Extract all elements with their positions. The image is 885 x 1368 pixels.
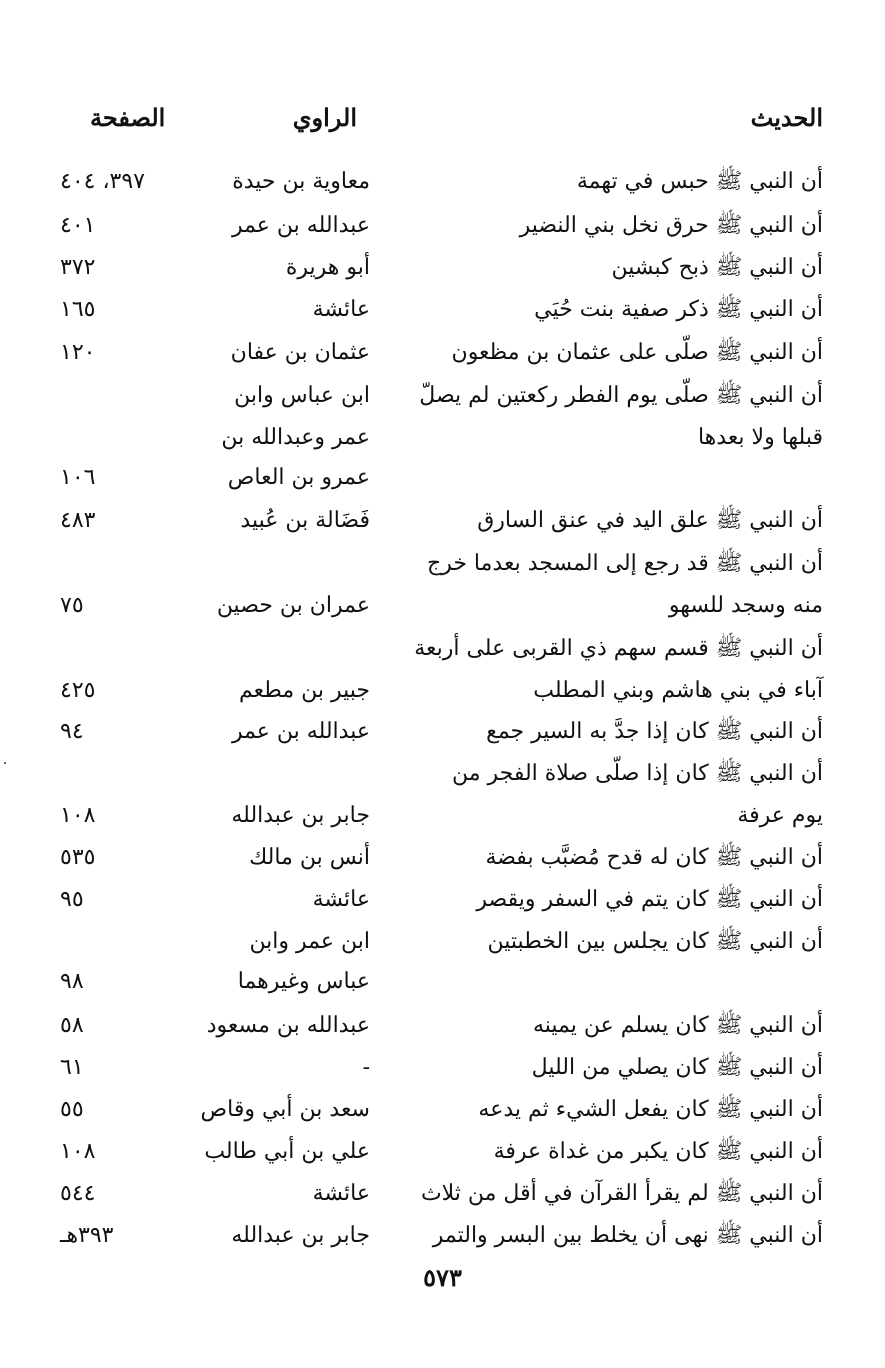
page-ref: [60, 800, 172, 832]
page-ref-value: ٤٨٣: [60, 508, 96, 533]
hadith-text: أن النبي ﷺ لم يقرأ القرآن في أقل من ثلاث: [420, 1181, 823, 1206]
scan-speck: [4, 762, 6, 764]
hadith-text: أن النبي ﷺ كان يصلي من الليل: [531, 1055, 823, 1080]
hadith-text: أن النبي ﷺ كان يتم في السفر ويقصر: [476, 887, 823, 912]
narrator-name: ابن عباس وابن: [234, 383, 370, 408]
narrator-name: عائشة: [312, 297, 370, 322]
page-ref: [60, 758, 172, 790]
hadith-text: أن النبي ﷺ كان يفعل الشيء ثم يدعه: [478, 1097, 823, 1122]
narrator-name: جبير بن مطعم: [239, 678, 370, 703]
page-ref: [60, 548, 172, 580]
narrator-name: عائشة: [312, 887, 370, 912]
narrator-name: عمر وعبدالله بن: [221, 425, 370, 450]
page-ref: [60, 1178, 172, 1210]
page-ref: [60, 1220, 172, 1252]
header-hadith: الحديث: [750, 103, 823, 132]
page-ref-value: ٥٥: [60, 1097, 84, 1122]
page-ref: [60, 294, 172, 326]
header-narrator: الراوي: [292, 103, 357, 132]
page-ref: [60, 716, 172, 748]
narrator-name: عمرو بن العاص: [227, 465, 370, 490]
hadith-text: أن النبي ﷺ نهى أن يخلط بين البسر والتمر: [432, 1223, 823, 1248]
narrator-name: سعد بن أبي وقاص: [200, 1097, 370, 1122]
narrator-name: جابر بن عبدالله: [231, 1223, 370, 1248]
hadith-text: أن النبي ﷺ قسم سهم ذي القربى على أربعة: [414, 636, 823, 661]
narrator-name: عثمان بن عفان: [230, 340, 370, 365]
page-ref: [60, 422, 172, 454]
page-ref-value: ٦١: [60, 1055, 84, 1080]
hadith-text: أن النبي ﷺ كان يسلم عن يمينه: [532, 1013, 823, 1038]
page-ref: [60, 1094, 172, 1126]
narrator-name: معاوية بن حيدة: [232, 169, 370, 194]
page-ref-value: ١٠٦: [60, 465, 96, 490]
narrator-name: عائشة: [312, 1181, 370, 1206]
page-ref-value: ٩٨: [60, 969, 84, 994]
page-ref: [60, 675, 172, 707]
page-ref-value: ١٦٥: [60, 297, 96, 322]
page-ref: [60, 926, 172, 958]
page-ref: [60, 166, 172, 198]
hadith-text: أن النبي ﷺ كان يجلس بين الخطبتين: [487, 929, 823, 954]
hadith-text: يوم عرفة: [737, 803, 823, 828]
narrator-name: عبدالله بن عمر: [231, 719, 370, 744]
page-ref: [60, 966, 172, 998]
hadith-text: آباء في بني هاشم وبني المطلب: [533, 678, 823, 703]
narrator-name: جابر بن عبدالله: [231, 803, 370, 828]
hadith-text: أن النبي ﷺ علق اليد في عنق السارق: [477, 508, 823, 533]
narrator-name: عباس وغيرهما: [237, 969, 370, 994]
hadith-text: أن النبي ﷺ كان له قدح مُضبَّب بفضة: [485, 845, 823, 870]
hadith-text: أن النبي ﷺ صلّى يوم الفطر ركعتين لم يصلّ: [419, 383, 823, 408]
page-ref-value: ٥٤٤: [60, 1181, 96, 1206]
narrator-name: علي بن أبي طالب: [204, 1139, 370, 1164]
hadith-text: أن النبي ﷺ حبس في تهمة: [576, 169, 823, 194]
page-ref-value: ٣٧٢: [60, 255, 96, 280]
narrator-name: أبو هريرة: [285, 255, 370, 280]
header-page: الصفحة: [90, 103, 166, 132]
page-ref: [60, 380, 172, 412]
narrator-name: عمران بن حصين: [216, 593, 370, 618]
hadith-text: أن النبي ﷺ ذبح كبشين: [611, 255, 823, 280]
narrator-name: -: [362, 1055, 370, 1080]
page-ref: [60, 337, 172, 369]
narrator-name: فَضَالة بن عُبيد: [240, 508, 370, 533]
page-number: ٥٧٣: [423, 1263, 462, 1292]
page-ref-value: ٤٢٥: [60, 678, 96, 703]
page-ref: [60, 590, 172, 622]
page-ref-value: ٤٠١: [60, 213, 96, 238]
page-ref-value: ٣٩٣هـ: [60, 1223, 114, 1248]
page-ref: [60, 1010, 172, 1042]
narrator-name: أنس بن مالك: [249, 845, 370, 870]
hadith-text: أن النبي ﷺ قد رجع إلى المسجد بعدما خرج: [427, 551, 823, 576]
hadith-text: أن النبي ﷺ كان يكبر من غداة عرفة: [493, 1139, 823, 1164]
page-ref: [60, 210, 172, 242]
hadith-text: أن النبي ﷺ كان إذا صلّى صلاة الفجر من: [451, 761, 823, 786]
page-ref: [60, 1052, 172, 1084]
page-ref-value: ٥٨: [60, 1013, 84, 1038]
page-ref-value: ١٠٨: [60, 1139, 96, 1164]
hadith-text: منه وسجد للسهو: [668, 593, 823, 618]
page-ref-value: ٣٩٧، ٤٠٤: [60, 169, 145, 194]
page-ref-value: ٩٤: [60, 719, 84, 744]
hadith-text: أن النبي ﷺ حرق نخل بني النضير: [519, 213, 823, 238]
hadith-text: قبلها ولا بعدها: [697, 425, 823, 450]
page-ref: [60, 842, 172, 874]
page-ref: [60, 884, 172, 916]
narrator-name: عبدالله بن عمر: [231, 213, 370, 238]
page-ref: [60, 252, 172, 284]
narrator-name: عبدالله بن مسعود: [206, 1013, 370, 1038]
page-ref-value: ٧٥: [60, 593, 84, 618]
page-ref-value: ٥٣٥: [60, 845, 96, 870]
page-ref-value: ١٠٨: [60, 803, 96, 828]
page-ref: [60, 633, 172, 665]
narrator-name: ابن عمر وابن: [249, 929, 370, 954]
hadith-text: أن النبي ﷺ ذكر صفية بنت حُيَي: [534, 297, 823, 322]
page-ref-value: ١٢٠: [60, 340, 96, 365]
page-ref: [60, 505, 172, 537]
page-ref: [60, 462, 172, 494]
page-ref-value: ٩٥: [60, 887, 84, 912]
page-ref: [60, 1136, 172, 1168]
hadith-text: أن النبي ﷺ كان إذا جدَّ به السير جمع: [486, 719, 823, 744]
hadith-text: أن النبي ﷺ صلّى على عثمان بن مظعون: [451, 340, 823, 365]
